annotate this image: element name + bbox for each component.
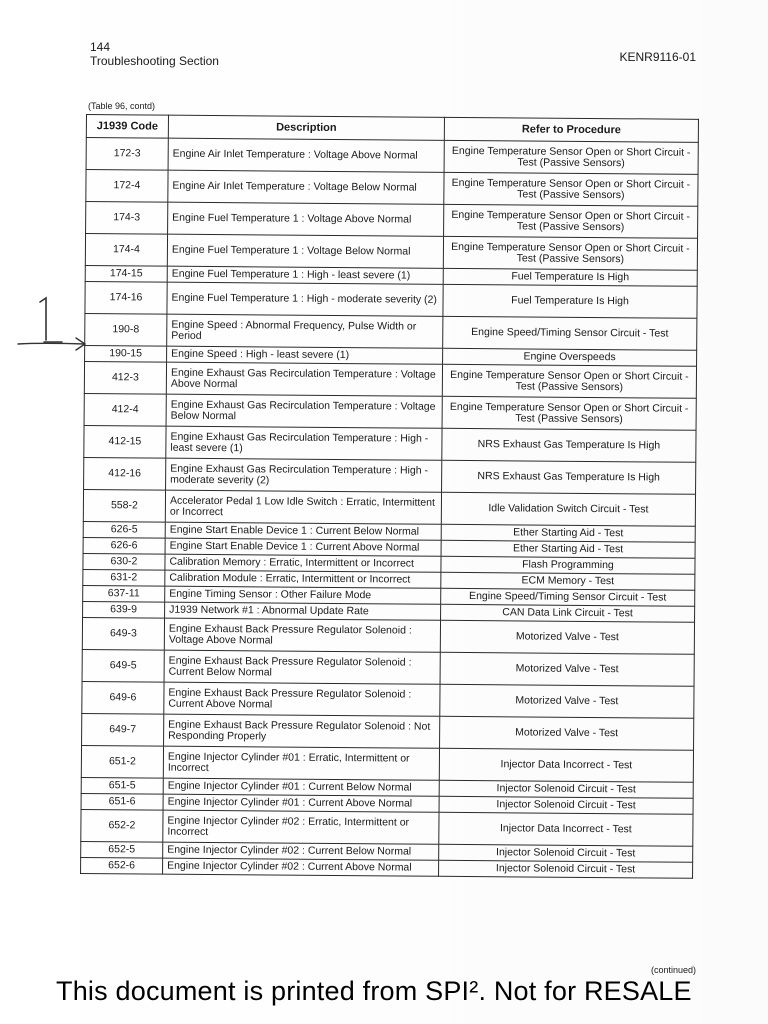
table-caption: (Table 96, contd) — [88, 101, 156, 111]
table-cell-procedure: NRS Exhaust Gas Temperature Is High — [442, 428, 696, 462]
column-header-procedure: Refer to Procedure — [444, 117, 698, 142]
table-cell-procedure: Idle Validation Switch Circuit - Test — [441, 492, 695, 526]
table-cell-procedure: Injector Solenoid Circuit - Test — [439, 780, 693, 798]
table-cell-description: Engine Injector Cylinder #02 : Erratic, Intermittent or Incorrect — [163, 810, 439, 844]
table-cell-procedure: Engine Temperature Sensor Open or Short Circuit - Test (Passive Sensors) — [444, 172, 698, 206]
table-cell-description: Engine Exhaust Gas Recirculation Temperature : High - moderate severity (2) — [166, 458, 442, 492]
table-row — [81, 809, 693, 846]
table-cell-description: Engine Injector Cylinder #01 : Erratic, Intermittent or Incorrect — [163, 746, 439, 780]
page-number: 144 — [90, 40, 111, 54]
table-cell-description: Calibration Module : Erratic, Intermittent or Incorrect — [165, 570, 441, 588]
table-row — [85, 313, 697, 350]
table-cell-code: 412-4 — [84, 393, 166, 426]
table-cell-procedure: Engine Temperature Sensor Open or Short Circuit - Test (Passive Sensors) — [443, 236, 697, 270]
table-cell-code: 558-2 — [83, 489, 165, 522]
table-row — [83, 489, 695, 526]
table-cell-procedure: Engine Overspeeds — [443, 348, 697, 366]
table-cell-code: 626-6 — [83, 537, 165, 554]
table-cell-code: 639-9 — [83, 601, 165, 618]
table-cell-code: 174-4 — [85, 234, 167, 267]
table-row — [82, 649, 694, 686]
table-row — [85, 281, 697, 318]
table-container — [80, 114, 698, 879]
table-cell-code: 652-5 — [81, 841, 163, 858]
continued-note: (continued) — [650, 965, 696, 975]
table-cell-code: 649-6 — [82, 681, 164, 714]
table-row — [82, 713, 694, 750]
table-cell-code: 630-2 — [83, 553, 165, 570]
table-cell-procedure: Engine Temperature Sensor Open or Short Circuit - Test (Passive Sensors) — [442, 396, 696, 430]
table-cell-code: 412-15 — [84, 425, 166, 458]
table-cell-code: 637-11 — [83, 585, 165, 602]
table-row — [85, 234, 697, 271]
table-cell-description: Engine Exhaust Gas Recirculation Temperature : Voltage Below Normal — [166, 394, 442, 428]
table-cell-description: Engine Fuel Temperature 1 : Voltage Below Normal — [167, 234, 443, 268]
table-row — [84, 425, 696, 462]
column-header-code: J1939 Code — [86, 115, 168, 139]
table-cell-code: 652-2 — [81, 809, 163, 842]
table-cell-procedure: Motorized Valve - Test — [440, 716, 694, 750]
table-row — [86, 202, 698, 239]
table-cell-code: 651-6 — [81, 793, 163, 810]
table-cell-procedure: Ether Starting Aid - Test — [441, 524, 695, 542]
table-cell-description: Calibration Memory : Erratic, Intermittent or Incorrect — [165, 554, 441, 572]
table-cell-code: 651-2 — [81, 745, 163, 778]
table-cell-description: Engine Start Enable Device 1 : Current Above Normal — [165, 538, 441, 556]
table-cell-procedure: NRS Exhaust Gas Temperature Is High — [442, 460, 696, 494]
table-cell-procedure: Flash Programming — [441, 556, 695, 574]
table-cell-description: Engine Timing Sensor : Other Failure Mode — [165, 586, 441, 604]
table-cell-description: Engine Injector Cylinder #01 : Current Below Normal — [163, 778, 439, 796]
table-cell-description: Engine Injector Cylinder #01 : Current Above Normal — [163, 794, 439, 812]
table-cell-procedure: Engine Temperature Sensor Open or Short Circuit - Test (Passive Sensors) — [442, 364, 696, 398]
table-cell-procedure: Motorized Valve - Test — [440, 620, 694, 654]
table-cell-code: 412-16 — [84, 457, 166, 490]
table-row — [84, 457, 696, 494]
table-cell-code: 412-3 — [84, 361, 166, 394]
table-cell-description: Engine Exhaust Back Pressure Regulator Solenoid : Current Below Normal — [164, 650, 440, 684]
table-cell-procedure: Engine Speed/Timing Sensor Circuit - Test — [443, 316, 697, 350]
table-cell-description: Engine Fuel Temperature 1 : High - moderate severity (2) — [167, 282, 443, 316]
page-header-left — [90, 40, 219, 68]
table-cell-code: 190-8 — [85, 313, 167, 346]
table-row — [81, 745, 693, 782]
table-cell-code: 174-16 — [85, 281, 167, 314]
resale-disclaimer: This document is printed from SPI². Not for RESALE — [56, 976, 692, 1006]
table-cell-code: 626-5 — [83, 521, 165, 538]
table-cell-description: Engine Exhaust Back Pressure Regulator Solenoid : Current Above Normal — [164, 682, 440, 716]
document-id: KENR9116-01 — [619, 50, 696, 64]
table-cell-procedure: Engine Temperature Sensor Open or Short Circuit - Test (Passive Sensors) — [444, 140, 698, 174]
table-cell-procedure: Injector Data Incorrect - Test — [439, 812, 693, 846]
table-row — [86, 138, 698, 175]
table-row — [82, 617, 694, 654]
table-cell-procedure: Ether Starting Aid - Test — [441, 540, 695, 558]
section-title: Troubleshooting Section — [90, 54, 219, 68]
table-cell-description: Engine Exhaust Back Pressure Regulator Solenoid : Not Responding Properly — [164, 714, 440, 748]
table-cell-description: Engine Air Inlet Temperature : Voltage Above Normal — [168, 138, 444, 172]
table-cell-code: 172-3 — [86, 138, 168, 171]
table-row — [86, 170, 698, 207]
table-cell-code: 190-15 — [85, 345, 167, 362]
table-cell-procedure: Motorized Valve - Test — [440, 652, 694, 686]
table-cell-code: 649-3 — [82, 617, 164, 650]
table-cell-code: 649-5 — [82, 649, 164, 682]
handwritten-annotation — [14, 296, 90, 358]
table-cell-code: 172-4 — [86, 170, 168, 203]
table-cell-description: J1939 Network #1 : Abnormal Update Rate — [165, 602, 441, 620]
table-cell-procedure: Injector Solenoid Circuit - Test — [439, 860, 693, 878]
table-cell-procedure: Injector Solenoid Circuit - Test — [439, 844, 693, 862]
table-cell-procedure: Injector Solenoid Circuit - Test — [439, 796, 693, 814]
table-cell-code: 174-3 — [86, 202, 168, 235]
table-row — [81, 857, 693, 878]
table-cell-description: Engine Injector Cylinder #02 : Current Below Normal — [163, 842, 439, 860]
table-cell-description: Accelerator Pedal 1 Low Idle Switch : Erratic, Intermittent or Incorrect — [165, 490, 441, 524]
table-cell-procedure: Fuel Temperature Is High — [443, 284, 697, 318]
table-cell-description: Engine Exhaust Gas Recirculation Temperature : Voltage Above Normal — [166, 362, 442, 396]
table-body — [81, 138, 699, 879]
table-cell-procedure: ECM Memory - Test — [441, 572, 695, 590]
column-header-description: Description — [168, 115, 444, 140]
table-cell-code: 649-7 — [82, 713, 164, 746]
table-cell-procedure: Injector Data Incorrect - Test — [439, 748, 693, 782]
table-cell-description: Engine Exhaust Gas Recirculation Temperature : High - least severe (1) — [166, 426, 442, 460]
table-row — [82, 681, 694, 718]
table-cell-description: Engine Injector Cylinder #02 : Current Above Normal — [163, 858, 439, 876]
table-cell-procedure: CAN Data Link Circuit - Test — [441, 604, 695, 622]
table-cell-description: Engine Speed : High - least severe (1) — [167, 346, 443, 364]
table-row — [84, 361, 696, 398]
table-cell-description: Engine Speed : Abnormal Frequency, Pulse Width or Period — [167, 314, 443, 348]
table-cell-description: Engine Exhaust Back Pressure Regulator Solenoid : Voltage Above Normal — [164, 618, 440, 652]
table-cell-description: Engine Fuel Temperature 1 : High - least severe (1) — [167, 266, 443, 284]
table-cell-procedure: Motorized Valve - Test — [440, 684, 694, 718]
table-cell-procedure: Fuel Temperature Is High — [443, 268, 697, 286]
table-cell-description: Engine Start Enable Device 1 : Current Below Normal — [165, 522, 441, 540]
table-row — [84, 393, 696, 430]
diagnostic-code-table — [80, 114, 699, 879]
table-cell-code: 631-2 — [83, 569, 165, 586]
table-cell-code: 174-15 — [85, 265, 167, 282]
table-cell-description: Engine Air Inlet Temperature : Voltage Below Normal — [168, 170, 444, 204]
table-cell-procedure: Engine Speed/Timing Sensor Circuit - Test — [441, 588, 695, 606]
table-cell-code: 652-6 — [81, 857, 163, 874]
table-cell-description: Engine Fuel Temperature 1 : Voltage Above Normal — [168, 202, 444, 236]
table-cell-procedure: Engine Temperature Sensor Open or Short Circuit - Test (Passive Sensors) — [444, 204, 698, 238]
table-cell-code: 651-5 — [81, 777, 163, 794]
